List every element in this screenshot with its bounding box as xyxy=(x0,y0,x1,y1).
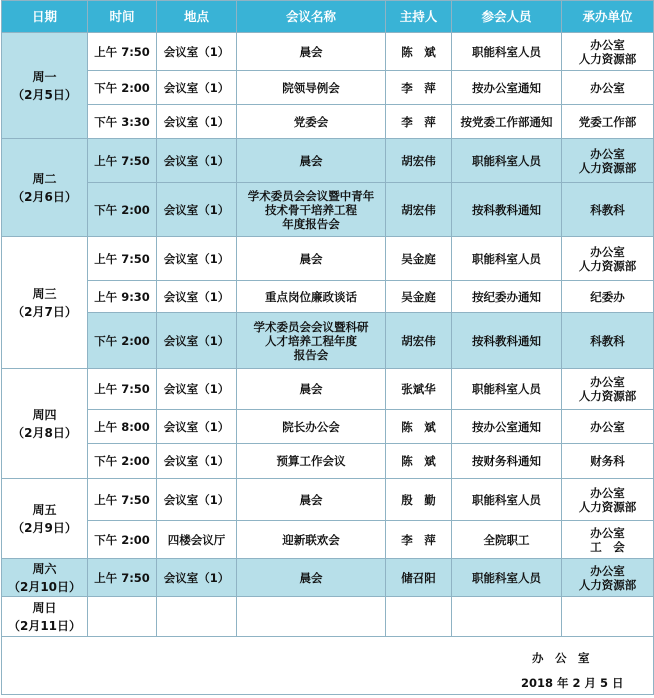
time-cell-text: 下午 2:00 xyxy=(94,80,150,95)
organizer-cell-line: 纪委办 xyxy=(590,289,625,304)
schedule-row xyxy=(2,71,654,105)
host-cell xyxy=(386,479,452,521)
time-cell-text: 下午 2:00 xyxy=(94,333,150,348)
schedule-row xyxy=(2,410,654,444)
host-cell xyxy=(386,139,452,183)
day-cell xyxy=(2,139,88,237)
place-cell-text: 四楼会议厅 xyxy=(167,532,226,547)
host-cell xyxy=(386,410,452,444)
meeting-cell-line: 技术骨干培养工程 xyxy=(265,202,357,217)
empty-cell xyxy=(562,597,654,637)
host-cell xyxy=(386,105,452,139)
header-organizer: 承办单位 xyxy=(562,1,654,33)
place-cell-text: 会议室（1） xyxy=(163,202,230,217)
place-cell-text: 会议室（1） xyxy=(163,44,230,59)
place-cell xyxy=(157,237,237,281)
place-cell xyxy=(157,33,237,71)
attendees-cell-text: 按科教科通知 xyxy=(472,333,541,348)
header-host: 主持人 xyxy=(386,1,452,33)
schedule-row xyxy=(2,183,654,237)
host-cell-text: 胡宏伟 xyxy=(401,153,436,168)
day-label: 周二 xyxy=(32,171,57,186)
empty-cell xyxy=(88,597,157,637)
meeting-cell-line: 重点岗位廉政谈话 xyxy=(265,289,357,304)
meeting-cell xyxy=(237,479,386,521)
day-date: （2月11日） xyxy=(7,618,82,633)
day-label: 周六 xyxy=(32,561,57,576)
attendees-cell-text: 按财务科通知 xyxy=(472,454,541,468)
meeting-cell-line: 学术委员会会议暨科研 xyxy=(253,319,369,334)
attendees-cell xyxy=(452,444,562,479)
meeting-cell xyxy=(237,444,386,479)
meeting-cell-line: 迎新联欢会 xyxy=(282,532,340,547)
host-cell xyxy=(386,521,452,559)
organizer-cell-line: 人力资源部 xyxy=(578,51,637,66)
place-cell-text: 会议室（1） xyxy=(163,382,230,396)
place-cell xyxy=(157,71,237,105)
organizer-cell-line: 办公室 xyxy=(590,37,625,52)
time-cell xyxy=(88,183,157,237)
time-cell-text: 下午 2:00 xyxy=(94,202,150,217)
attendees-cell-text: 职能科室人员 xyxy=(472,251,541,266)
organizer-cell xyxy=(562,521,654,559)
organizer-cell-line: 科教科 xyxy=(590,333,625,348)
meeting-cell-line: 晨会 xyxy=(299,382,323,396)
organizer-cell-line: 工 会 xyxy=(590,539,625,554)
place-cell xyxy=(157,410,237,444)
schedule-body xyxy=(2,33,654,695)
day-date: （2月9日） xyxy=(12,520,77,535)
time-cell xyxy=(88,71,157,105)
schedule-row xyxy=(2,313,654,369)
meeting-cell-line: 晨会 xyxy=(299,570,323,585)
place-cell xyxy=(157,521,237,559)
host-cell-text: 李 萍 xyxy=(401,80,436,95)
host-cell-text: 李 萍 xyxy=(401,532,436,547)
place-cell-text: 会议室（1） xyxy=(163,570,230,585)
host-cell-text: 殷 勤 xyxy=(401,492,436,507)
meeting-cell-line: 晨会 xyxy=(299,492,323,507)
host-cell-text: 张斌华 xyxy=(401,382,436,396)
attendees-cell xyxy=(452,139,562,183)
organizer-cell xyxy=(562,105,654,139)
host-cell-text: 李 萍 xyxy=(401,114,436,129)
attendees-cell-text: 按办公室通知 xyxy=(472,80,541,95)
attendees-cell xyxy=(452,410,562,444)
day-cell xyxy=(2,559,88,597)
time-cell xyxy=(88,410,157,444)
time-cell xyxy=(88,105,157,139)
meeting-cell-line: 院领导例会 xyxy=(282,80,340,95)
organizer-cell-line: 人力资源部 xyxy=(578,160,637,175)
day-cell xyxy=(2,33,88,139)
host-cell xyxy=(386,71,452,105)
time-cell xyxy=(88,139,157,183)
meeting-cell-line: 年度报告会 xyxy=(282,216,340,231)
attendees-cell xyxy=(452,479,562,521)
attendees-cell-text: 职能科室人员 xyxy=(472,153,541,168)
meeting-cell xyxy=(237,559,386,597)
organizer-cell xyxy=(562,369,654,410)
empty-cell xyxy=(237,597,386,637)
meeting-cell-line: 报告会 xyxy=(293,347,329,362)
host-cell-text: 陈 斌 xyxy=(401,44,436,59)
place-cell-text: 会议室（1） xyxy=(163,114,230,129)
organizer-cell-line: 办公室 xyxy=(590,485,625,500)
time-cell xyxy=(88,281,157,313)
place-cell-text: 会议室（1） xyxy=(163,153,230,168)
meeting-cell xyxy=(237,410,386,444)
time-cell xyxy=(88,559,157,597)
schedule-row xyxy=(2,33,654,71)
day-label: 周四 xyxy=(32,407,57,422)
attendees-cell xyxy=(452,237,562,281)
organizer-cell-line: 人力资源部 xyxy=(578,389,637,403)
place-cell xyxy=(157,281,237,313)
place-cell-text: 会议室（1） xyxy=(163,80,230,95)
office-signature: 办 公 室 xyxy=(532,651,590,665)
host-cell xyxy=(386,444,452,479)
day-cell xyxy=(2,237,88,369)
time-cell-text: 上午 7:50 xyxy=(94,492,150,507)
time-cell-text: 上午 8:00 xyxy=(94,419,150,434)
place-cell xyxy=(157,105,237,139)
place-cell xyxy=(157,313,237,369)
meeting-cell xyxy=(237,313,386,369)
time-cell xyxy=(88,521,157,559)
attendees-cell xyxy=(452,313,562,369)
day-date: （2月8日） xyxy=(12,425,77,440)
meeting-cell-line: 人才培养工程年度 xyxy=(265,333,357,348)
organizer-cell-line: 办公室 xyxy=(590,146,625,161)
attendees-cell-text: 职能科室人员 xyxy=(472,44,541,59)
attendees-cell-text: 按办公室通知 xyxy=(472,419,541,434)
meeting-cell xyxy=(237,105,386,139)
organizer-cell-line: 办公室 xyxy=(590,375,625,389)
organizer-cell-line: 人力资源部 xyxy=(578,577,637,592)
attendees-cell xyxy=(452,559,562,597)
header-row xyxy=(2,1,654,33)
host-cell xyxy=(386,559,452,597)
time-cell-text: 上午 7:50 xyxy=(94,251,150,266)
host-cell-text: 胡宏伟 xyxy=(401,333,436,348)
attendees-cell xyxy=(452,33,562,71)
schedule-row xyxy=(2,105,654,139)
place-cell-text: 会议室（1） xyxy=(163,454,230,468)
place-cell xyxy=(157,139,237,183)
time-cell xyxy=(88,479,157,521)
host-cell-text: 陈 斌 xyxy=(401,419,436,434)
attendees-cell-text: 全院职工 xyxy=(483,532,530,547)
organizer-cell xyxy=(562,183,654,237)
host-cell xyxy=(386,183,452,237)
meeting-schedule-table xyxy=(1,0,654,695)
time-cell-text: 下午 2:00 xyxy=(94,532,150,547)
attendees-cell-text: 按党委工作部通知 xyxy=(460,114,553,129)
organizer-cell-line: 科教科 xyxy=(590,202,625,217)
place-cell xyxy=(157,559,237,597)
meeting-cell xyxy=(237,281,386,313)
time-cell xyxy=(88,237,157,281)
time-cell-text: 下午 2:00 xyxy=(94,454,150,468)
meeting-cell-line: 院长办公会 xyxy=(282,419,340,434)
attendees-cell-text: 按科教科通知 xyxy=(472,202,541,217)
meeting-cell-line: 晨会 xyxy=(299,44,323,59)
schedule-row xyxy=(2,281,654,313)
schedule-row xyxy=(2,521,654,559)
header-attendees: 参会人员 xyxy=(452,1,562,33)
day-label: 周三 xyxy=(32,286,57,301)
attendees-cell xyxy=(452,183,562,237)
day-label: 周一 xyxy=(32,69,57,84)
day-label: 周五 xyxy=(32,502,57,517)
host-cell xyxy=(386,313,452,369)
place-cell xyxy=(157,369,237,410)
organizer-cell-line: 办公室 xyxy=(590,563,625,578)
organizer-cell xyxy=(562,313,654,369)
organizer-cell-line: 办公室 xyxy=(590,80,625,95)
organizer-cell xyxy=(562,33,654,71)
empty-cell xyxy=(452,597,562,637)
time-cell xyxy=(88,313,157,369)
meeting-cell-line: 晨会 xyxy=(299,153,323,168)
host-cell xyxy=(386,237,452,281)
time-cell xyxy=(88,444,157,479)
schedule-row xyxy=(2,559,654,597)
organizer-cell-line: 办公室 xyxy=(590,244,625,259)
meeting-cell xyxy=(237,183,386,237)
host-cell-text: 胡宏伟 xyxy=(401,202,436,217)
day-date: （2月6日） xyxy=(12,189,77,204)
meeting-cell xyxy=(237,139,386,183)
attendees-cell xyxy=(452,521,562,559)
host-cell-text: 吴金庭 xyxy=(401,251,436,266)
attendees-cell xyxy=(452,369,562,410)
schedule-row xyxy=(2,139,654,183)
organizer-cell xyxy=(562,479,654,521)
day-date: （2月7日） xyxy=(12,304,77,319)
day-label: 周日 xyxy=(32,600,57,615)
header-date: 日期 xyxy=(2,1,88,33)
time-cell-text: 下午 3:30 xyxy=(94,114,150,129)
empty-cell xyxy=(386,597,452,637)
organizer-cell xyxy=(562,410,654,444)
host-cell xyxy=(386,33,452,71)
organizer-cell xyxy=(562,71,654,105)
schedule-row xyxy=(2,237,654,281)
time-cell-text: 上午 7:50 xyxy=(94,382,150,396)
attendees-cell-text: 按纪委办通知 xyxy=(472,289,541,304)
empty-cell xyxy=(157,597,237,637)
organizer-cell-line: 人力资源部 xyxy=(578,258,637,273)
schedule-row xyxy=(2,369,654,410)
organizer-cell-line: 人力资源部 xyxy=(578,499,637,514)
meeting-cell xyxy=(237,33,386,71)
organizer-cell-line: 办公室 xyxy=(590,525,625,540)
attendees-cell-text: 职能科室人员 xyxy=(472,382,541,396)
organizer-cell xyxy=(562,139,654,183)
meeting-cell xyxy=(237,521,386,559)
organizer-cell-line: 党委工作部 xyxy=(578,114,637,129)
time-cell-text: 上午 9:30 xyxy=(94,289,150,304)
organizer-cell xyxy=(562,559,654,597)
organizer-cell xyxy=(562,444,654,479)
organizer-cell-line: 办公室 xyxy=(590,419,625,434)
host-cell xyxy=(386,281,452,313)
attendees-cell xyxy=(452,105,562,139)
place-cell xyxy=(157,444,237,479)
attendees-cell-text: 职能科室人员 xyxy=(472,570,541,585)
header-meeting: 会议名称 xyxy=(237,1,386,33)
time-cell-text: 上午 7:50 xyxy=(94,570,150,585)
header-place: 地点 xyxy=(157,1,237,33)
place-cell xyxy=(157,479,237,521)
time-cell-text: 上午 7:50 xyxy=(94,153,150,168)
day-date: （2月5日） xyxy=(12,87,77,102)
place-cell-text: 会议室（1） xyxy=(163,419,230,434)
meeting-cell-line: 党委会 xyxy=(293,114,329,129)
organizer-cell xyxy=(562,237,654,281)
host-cell xyxy=(386,369,452,410)
meeting-cell-line: 预算工作会议 xyxy=(276,454,346,468)
day-cell xyxy=(2,369,88,479)
schedule-row xyxy=(2,479,654,521)
time-cell xyxy=(88,369,157,410)
header-time: 时间 xyxy=(88,1,157,33)
host-cell-text: 陈 斌 xyxy=(401,454,436,468)
attendees-cell xyxy=(452,71,562,105)
attendees-cell-text: 职能科室人员 xyxy=(472,492,541,507)
place-cell-text: 会议室（1） xyxy=(163,289,230,304)
day-date: （2月10日） xyxy=(7,579,82,594)
meeting-cell xyxy=(237,71,386,105)
meeting-cell xyxy=(237,237,386,281)
meeting-cell-line: 晨会 xyxy=(299,251,323,266)
schedule-row-empty xyxy=(2,597,654,637)
schedule-row xyxy=(2,444,654,479)
time-cell xyxy=(88,33,157,71)
meeting-cell xyxy=(237,369,386,410)
place-cell-text: 会议室（1） xyxy=(163,492,230,507)
meeting-cell-line: 学术委员会会议暨中青年 xyxy=(247,188,375,203)
day-cell xyxy=(2,597,88,637)
organizer-cell-line: 财务科 xyxy=(590,454,625,468)
issue-date: 2018 年 2 月 5 日 xyxy=(521,676,624,690)
attendees-cell xyxy=(452,281,562,313)
host-cell-text: 吴金庭 xyxy=(401,289,436,304)
place-cell xyxy=(157,183,237,237)
time-cell-text: 上午 7:50 xyxy=(94,44,150,59)
organizer-cell xyxy=(562,281,654,313)
host-cell-text: 储召阳 xyxy=(401,570,436,585)
day-cell xyxy=(2,479,88,559)
place-cell-text: 会议室（1） xyxy=(163,333,230,348)
place-cell-text: 会议室（1） xyxy=(163,251,230,266)
